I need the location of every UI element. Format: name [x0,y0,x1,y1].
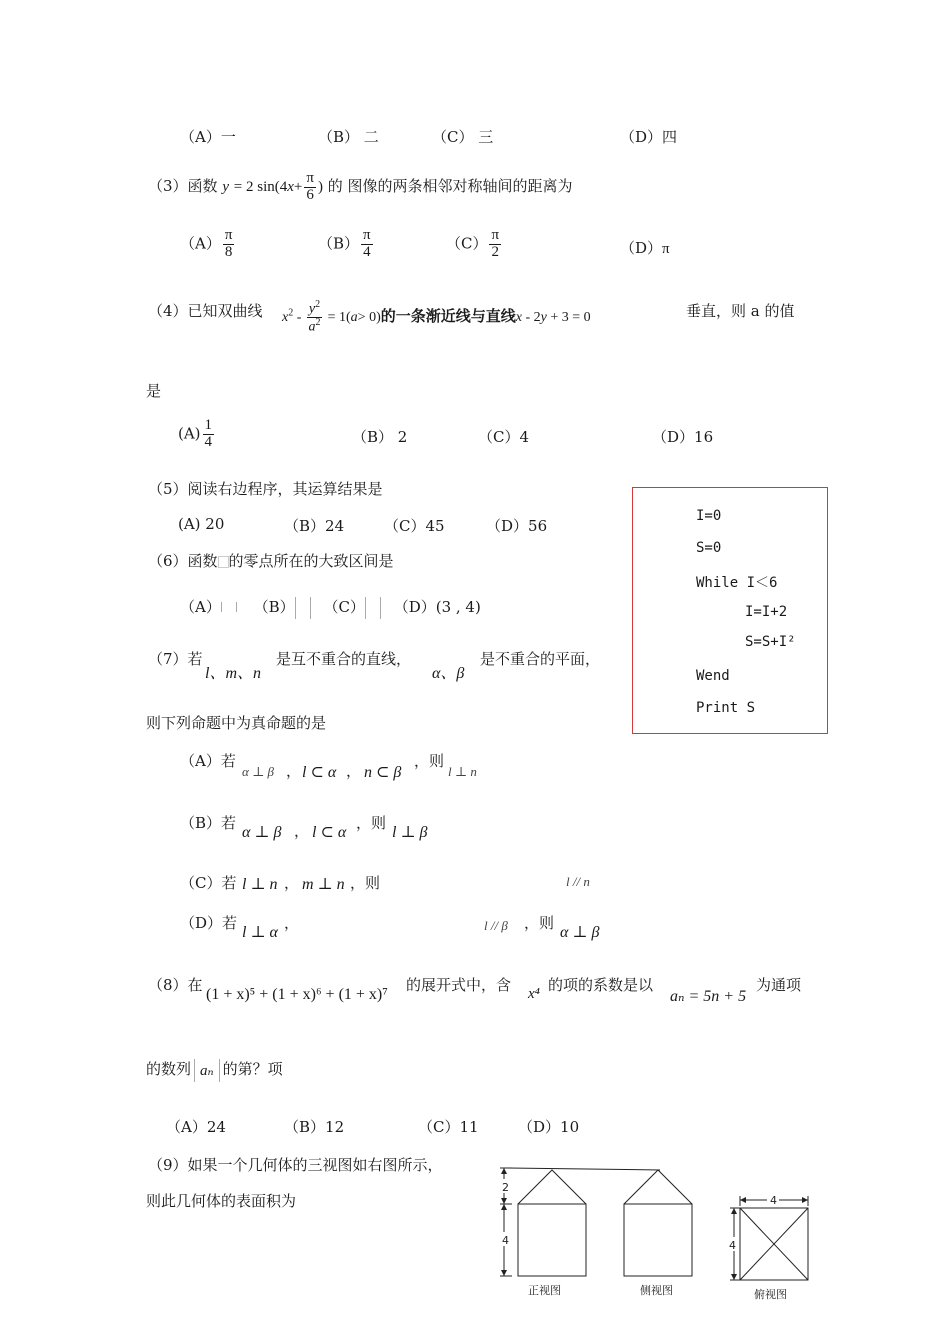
dim-label-2: 2 [502,1181,509,1194]
q7-a-cond3: n ⊂ β [364,764,402,781]
q3-option-b: （B） $\frac{\pi}{4}$ [318,227,371,260]
q7-d-cond1: l ⊥ α [242,924,278,941]
top-connector-line [508,1168,660,1170]
q9-line-1: （9）如果一个几何体的三视图如右图所示， [148,1156,443,1174]
front-dim-arrow-up [501,1168,507,1174]
q7-suffix: 是不重合的平面， [480,650,601,668]
q3-pi-over-6: $\frac{\pi}{6}$ [306,169,314,203]
q6-stem: （6）函数 的零点所在的大致区间是 [148,552,394,570]
q2-option-a: （A）一 [180,128,236,146]
q7-c-then: ，则 [350,874,381,892]
q7-a-cond1: α ⊥ β [242,764,275,779]
q7-d-then: ，则 [524,914,555,932]
program-line-6: Wend [696,668,730,684]
q7-b-comma: ， [294,822,310,840]
q4-hyperbola: $x^2$ - $\frac{y^2}{a^2}$ = 1(a> 0)的一条渐近线与直线x - 2y + 3 = 0 [282,299,591,335]
q6-option-c: （C） [323,598,365,616]
front-dim-arrow-mid-up [501,1204,507,1210]
q2-option-d: （D）四 [620,128,678,146]
q7-a-comma2: ， [346,762,362,780]
q6-option-b: （B） [253,598,295,616]
q7-c-cond2: m ⊥ n [302,876,345,893]
q7-mid: 是互不重合的直线， [276,650,412,668]
q4-option-d: （D）16 [652,428,714,446]
program-line-2: S=0 [696,540,722,556]
q7-b-then: ，则 [356,814,387,832]
q3-option-d: （D）π [620,239,670,257]
q7-a-result: l ⊥ n [448,764,477,779]
program-box [632,487,828,734]
q5-option-a: (A) 20 [178,515,225,533]
top-view-label: 俯视图 [754,1288,787,1301]
q9-line-2: 则此几何体的表面积为 [146,1192,297,1210]
q8-mid: 的展开式中，含 [406,976,512,994]
top-dim-arrow-down [731,1274,737,1280]
function-placeholder [218,556,229,568]
q8-sequence: aₙ [194,1059,220,1082]
program-line-1: I=0 [696,508,722,524]
q3-option-c: （C） $\frac{\pi}{2}$ [446,227,500,260]
front-dim-arrow-mid-down [501,1198,507,1204]
q7-d-comma: ， [284,914,300,932]
q3-stem: （3）函数 y = 2 sin(4x+ $\frac{\pi}{6}$ ) 的 图像的两条相邻对称轴间的距离为 [148,169,573,203]
program-line-3: While I＜6 [696,575,778,591]
q6-option-a: （A） [180,598,221,616]
dim-label-4-top-width: 4 [770,1194,777,1207]
q8-continuation: 的数列 aₙ 的第？项 [146,1058,283,1082]
q7-d-result: α ⊥ β [560,924,600,941]
top-dim-arrow-up [731,1208,737,1214]
q5-option-b: （B）24 [284,517,345,535]
q4-continuation: 是 [146,382,162,400]
q6-options [180,596,481,619]
three-view-figure [496,1160,846,1300]
top-dim-arrow-right [802,1197,808,1203]
q5-option-d: （D）56 [486,517,548,535]
program-line-5: S=S+I² [745,634,796,650]
q7-c-cond1: l ⊥ n [242,876,278,893]
q8-mid2: 的项的系数是以 [548,976,654,994]
q7-b-cond2: l ⊂ α [312,824,347,841]
dim-label-4-front: 4 [502,1234,509,1247]
dim-label-4-top-height: 4 [729,1239,736,1252]
q8-option-d: （D）10 [518,1118,580,1136]
q7-c-comma: ， [284,874,300,892]
q8-option-a: （A）24 [166,1118,226,1136]
side-view-roof [624,1170,692,1204]
q4-prefix: （4）已知双曲线 [148,302,263,320]
q7-a-comma1: ， [286,762,302,780]
program-line-7: Print S [696,700,756,716]
q3-option-a: （A） $\frac{\pi}{8}$ [180,227,233,260]
q8-prefix: （8）在 [148,976,203,994]
q6-option-b-placeholder [295,597,311,619]
q7-planes: α、β [432,665,465,682]
q5-option-c: （C）45 [384,517,445,535]
q6-option-c-placeholder [365,597,381,619]
top-dim-arrow-left [740,1197,746,1203]
q4-option-a: (A) $\frac{1}{4}$ [178,417,213,450]
front-view-roof [518,1170,586,1204]
q7-d-label: （D）若 [180,914,238,932]
q7-a-cond2: l ⊂ α [302,764,337,781]
q2-option-b: （B） 二 [318,128,379,146]
q8-option-c: （C）11 [418,1118,479,1136]
front-view-label: 正视图 [528,1284,561,1297]
q7-a-then: ，则 [414,752,445,770]
q7-b-result: l ⊥ β [392,824,428,841]
q7-a-label: （A）若 [180,752,236,770]
q8-suffix: 为通项 [756,976,802,994]
q4-option-c: （C）4 [478,428,530,446]
side-view-label: 侧视图 [640,1284,673,1297]
q7-lines: l、m、n [205,665,262,682]
q8-an: aₙ = 5n + 5 [670,988,747,1005]
q7-b-cond1: α ⊥ β [242,824,282,841]
q4-option-b: （B） 2 [352,428,408,446]
q7-c-result: l // n [566,874,590,889]
side-view-body [624,1204,692,1276]
q7-continuation: 则下列命题中为真命题的是 [146,714,327,732]
q7-b-label: （B）若 [180,814,237,832]
program-line-4: I=I+2 [745,604,788,620]
q2-option-c: （C） 三 [432,128,494,146]
q8-option-b: （B）12 [284,1118,345,1136]
q7-prefix: （7）若 [148,650,203,668]
q5-stem: （5）阅读右边程序，其运算结果是 [148,480,383,498]
q7-d-cond2: l // β [484,918,508,933]
q8-expression: (1 + x)⁵ + (1 + x)⁶ + (1 + x)⁷ [206,986,388,1003]
front-view-body [518,1204,586,1276]
q6-option-a-placeholder [221,602,237,612]
front-dim-arrow-down [501,1270,507,1276]
q6-option-d: （D）(3 , 4) [393,598,481,616]
q8-x4: x⁴ [528,986,540,1002]
q7-c-label: （C）若 [180,874,237,892]
q4-suffix: 垂直，则 a 的值 [686,302,795,320]
